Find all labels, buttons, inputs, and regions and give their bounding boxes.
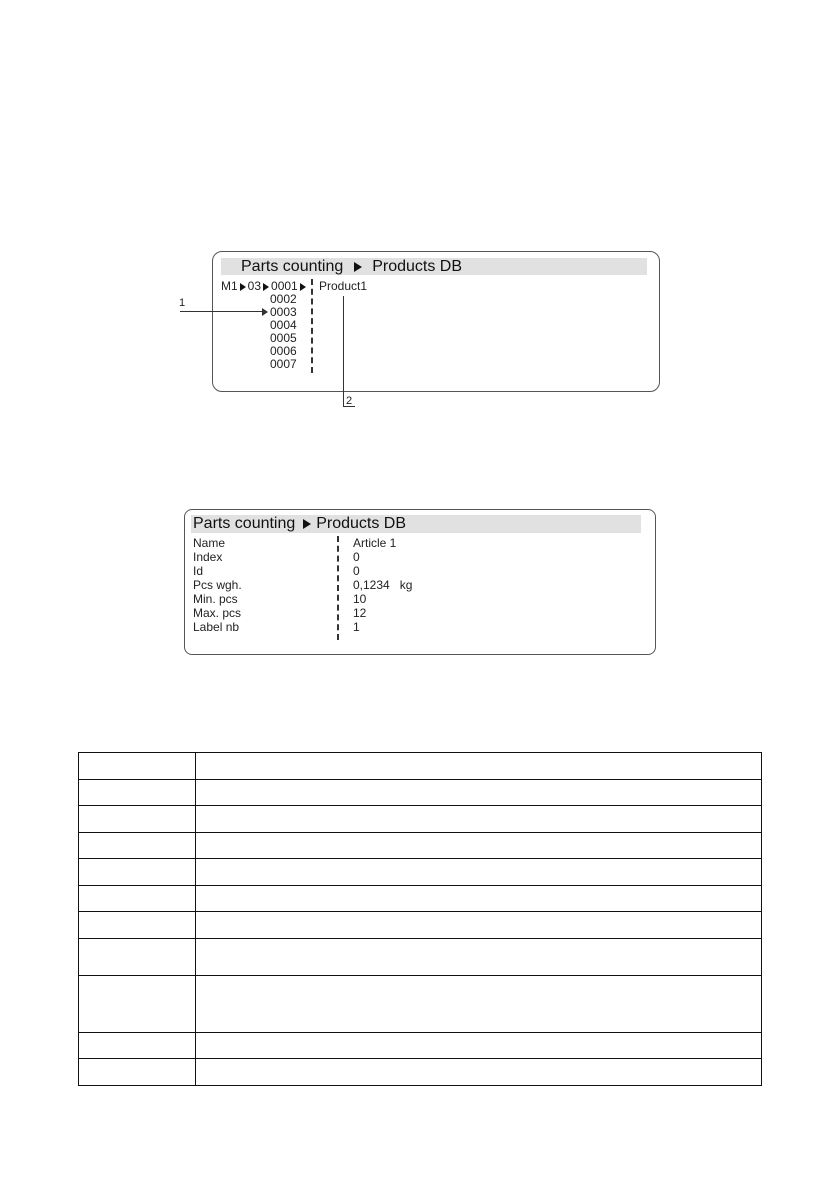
breadcrumb-arrow-icon	[303, 519, 311, 529]
field-label-max-pcs: Max. pcs	[193, 606, 242, 620]
table-cell-description	[196, 753, 762, 780]
record-item[interactable]: 0005	[270, 331, 297, 345]
field-label-label-nb: Label nb	[193, 620, 240, 634]
callout-1-leader	[180, 311, 264, 312]
callout-arrowhead-icon	[262, 308, 268, 316]
path-arrow-icon	[263, 283, 269, 291]
table-cell-label	[79, 859, 196, 886]
breadcrumb-arrow-icon	[354, 262, 362, 272]
table-cell-label	[79, 753, 196, 780]
table-cell-description	[196, 912, 762, 939]
table-row	[79, 976, 762, 1033]
field-label-pcs-weight: Pcs wgh.	[193, 578, 242, 592]
field-value-id[interactable]: 0	[353, 564, 360, 578]
table-row	[79, 833, 762, 859]
table-cell-label	[79, 833, 196, 859]
field-label-id: Id	[193, 564, 204, 578]
table-cell-description	[196, 886, 762, 912]
title-parts-counting: Parts counting	[193, 515, 296, 532]
callout-2-leader	[343, 296, 344, 406]
screen-title-bar	[221, 258, 647, 275]
table-cell-description	[196, 939, 762, 976]
table-cell-label	[79, 1033, 196, 1059]
record-item[interactable]: 0002	[270, 292, 297, 306]
field-value-min-pcs[interactable]: 10	[353, 592, 367, 606]
callout-label-1: 1	[179, 297, 186, 309]
field-label-index: Index	[193, 550, 223, 564]
field-label-name: Name	[193, 536, 226, 550]
table-row	[79, 912, 762, 939]
table-cell-description	[196, 976, 762, 1033]
path-record: 0001	[271, 279, 298, 293]
parameters-table	[78, 752, 762, 1086]
selected-product: Product1	[319, 279, 368, 293]
callout-label-2: 2	[346, 395, 353, 407]
table-cell-label	[79, 976, 196, 1033]
screen-title-bar	[191, 515, 641, 533]
column-divider	[337, 536, 339, 640]
field-value-label-nb[interactable]: 1	[353, 620, 360, 634]
path-arrow-icon	[300, 283, 306, 291]
table-cell-label	[79, 1059, 196, 1086]
table-row	[79, 939, 762, 976]
field-value-name[interactable]: Article 1	[353, 536, 397, 550]
table-row	[79, 780, 762, 806]
table-cell-description	[196, 833, 762, 859]
product-details-screen	[184, 509, 656, 655]
products-db-list-screen	[212, 251, 660, 392]
table-cell-label	[79, 939, 196, 976]
table-cell-label	[79, 780, 196, 806]
title-parts-counting: Parts counting	[241, 258, 344, 275]
table-cell-label	[79, 886, 196, 912]
path-arrow-icon	[240, 283, 246, 291]
table-row	[79, 886, 762, 912]
field-label-min-pcs: Min. pcs	[193, 592, 238, 606]
table-cell-description	[196, 1059, 762, 1086]
column-divider	[311, 279, 313, 373]
field-value-pcs-weight[interactable]: 0,1234 kg	[353, 578, 413, 592]
table-row	[79, 1033, 762, 1059]
title-products-db: Products DB	[372, 258, 462, 275]
table-cell-description	[196, 806, 762, 833]
table-cell-label	[79, 806, 196, 833]
field-value-max-pcs[interactable]: 12	[353, 606, 367, 620]
record-item[interactable]: 0004	[270, 318, 297, 332]
table-cell-label	[79, 912, 196, 939]
record-item[interactable]: 0007	[270, 357, 297, 371]
table-cell-description	[196, 780, 762, 806]
table-row	[79, 806, 762, 833]
table-cell-description	[196, 1033, 762, 1059]
title-products-db: Products DB	[316, 515, 406, 532]
table-row	[79, 1059, 762, 1086]
field-value-index[interactable]: 0	[353, 550, 360, 564]
table-row	[79, 753, 762, 780]
path-menu: M1	[221, 279, 238, 293]
record-item[interactable]: 0003	[270, 305, 297, 319]
record-item[interactable]: 0006	[270, 344, 297, 358]
path-group: 03	[247, 279, 262, 293]
table-row	[79, 859, 762, 886]
table-cell-description	[196, 859, 762, 886]
